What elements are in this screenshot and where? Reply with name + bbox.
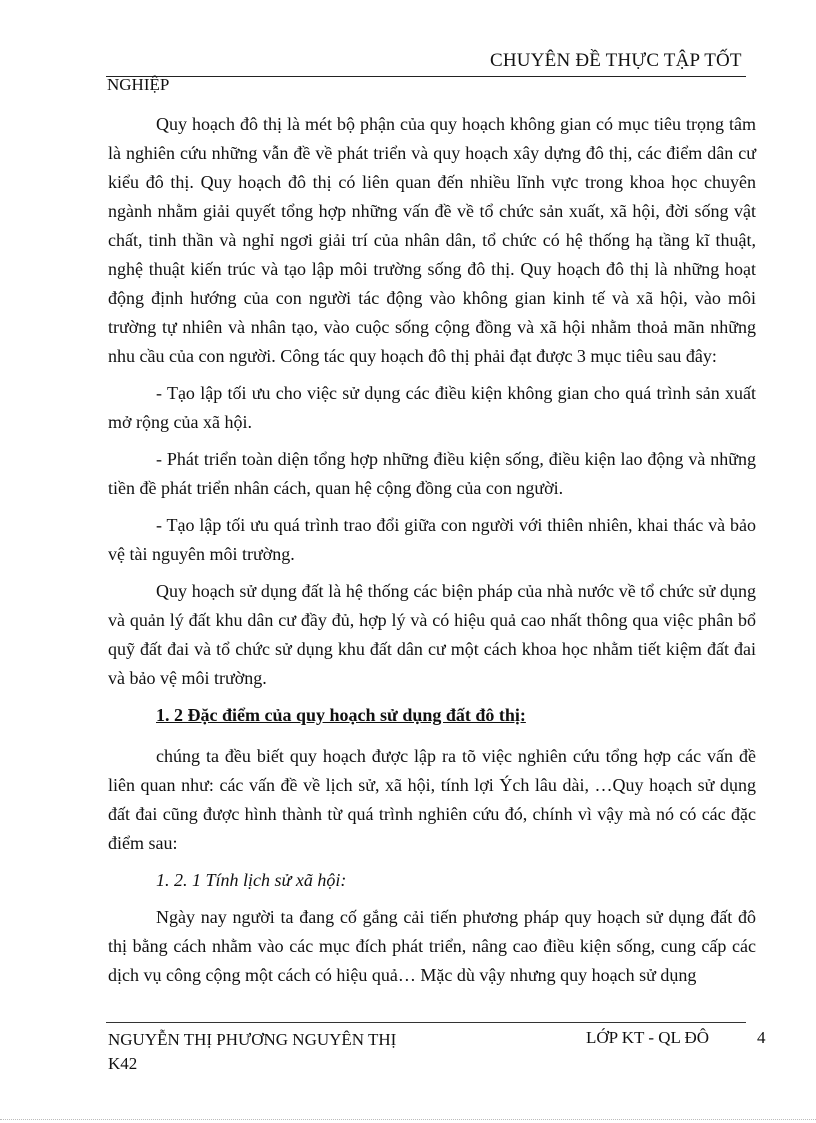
footer-author: NGUYỄN THỊ PHƯƠNG NGUYÊN THỊ K42 <box>108 1030 397 1073</box>
footer-divider <box>106 1022 746 1023</box>
paragraph-5: Quy hoạch sử dụng đất là hệ thống các biện pháp của nhà nước về tổ chức sử dụng và quản lý đất khu dân cư đầy đủ, hợp lý và có hiệu quả cao nhất thông qua việc phân bổ quỹ đất đai và tổ chức sử dụng khu đất dân cư một cách khoa học nhằm tiết kiệm đất đai và bảo vệ môi trường. <box>108 581 756 688</box>
paragraph-2: - Tạo lập tối ưu cho việc sử dụng các điều kiện không gian cho quá trình sản xuất mở rộng của xã hội. <box>108 383 756 432</box>
paragraph-1: Quy hoạch đô thị là mét bộ phận của quy hoạch không gian có mục tiêu trọng tâm là nghiên cứu những vẫn đề về phát triển và quy hoạch xây dựng đô thị, các điểm dân cư kiểu đô thị. Quy hoạch đô thị có liên quan đến nhiều lĩnh vực trong khoa học chuyên ngành nhằm giải quyết tổng hợp những vấn đề về tổ chức sản xuất, xã hội, đời sống vật chất, tinh thần và nghỉ ngơi giải trí của nhân dân, tổ chức có hệ thống hạ tầng kĩ thuật, nghệ thuật kiến trúc và tạo lập môi trường sống đô thị. Quy hoạch đô thị là những hoạt động định hướng của con người tác động vào không gian kinh tế và xã hội, vào môi trường tự nhiên và nhân tạo, vào cuộc sống cộng đồng và xã hội nhằm thoả mãn những nhu cầu của con người. Công tác quy hoạch đô thị phải đạt được 3 mục tiêu sau đây: <box>108 114 756 366</box>
page-number: 4 <box>757 1028 766 1047</box>
header-divider <box>106 76 746 77</box>
paragraph-6: chúng ta đều biết quy hoạch được lập ra tõ việc nghiên cứu tổng hợp các vấn đề liên quan như: các vấn đề về lịch sử, xã hội, tính lợi Ých lâu dài, …Quy hoạch sử dụng đất đai cũng được hình thành từ quá trình nghiên cứu đó, chính vì vậy mà nó có các đặc điểm sau: <box>108 746 756 853</box>
paragraph-4: - Tạo lập tối ưu quá trình trao đổi giữa con người với thiên nhiên, khai thác và bảo vệ tài nguyên môi trường. <box>108 515 756 564</box>
footer-class: LỚP KT - QL ĐÔ <box>586 1028 710 1047</box>
section-heading: 1. 2 Đặc điểm của quy hoạch sử dụng đất đô thị: <box>156 705 526 725</box>
paragraph-3: - Phát triển toàn diện tổng hợp những điều kiện sống, điều kiện lao động và những tiền đề phát triển nhân cách, quan hệ cộng đồng của con người. <box>108 449 756 498</box>
header-title-continued: NGHIỆP <box>107 75 170 94</box>
paragraph-7: Ngày nay người ta đang cố gắng cải tiến phương pháp quy hoạch sử dụng đất đô thị bằng cách nhằm vào các mục đích phát triển, nâng cao điều kiện sống, cung cấp các dịch vụ công cộng một cách có hiệu quả… Mặc dù vậy nhưng quy hoạch sử dụng <box>108 907 756 985</box>
header-title: CHUYÊN ĐỀ THỰC TẬP TỐT <box>490 50 742 71</box>
page-edge-divider <box>0 1119 816 1120</box>
document-body <box>108 110 756 990</box>
subsection-heading: 1. 2. 1 Tính lịch sử xã hội: <box>156 870 347 890</box>
